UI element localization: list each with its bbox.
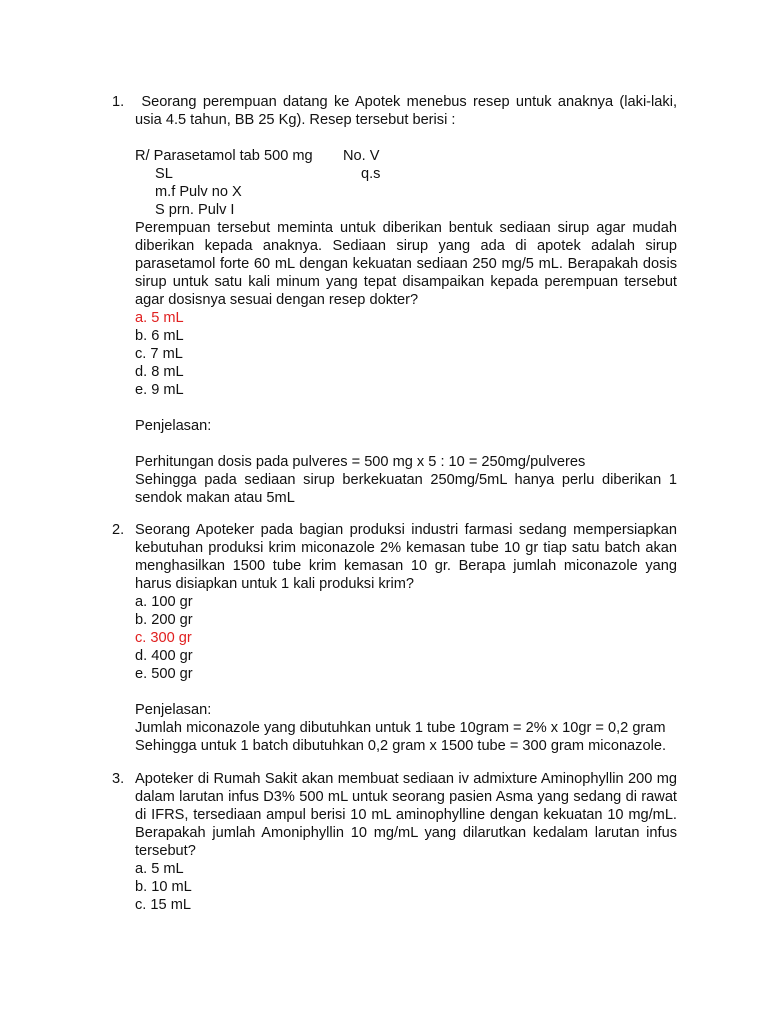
question-body bbox=[135, 93, 682, 507]
answer-option: d. 400 gr bbox=[135, 648, 193, 664]
answer-option: b. 6 mL bbox=[135, 328, 184, 344]
question-text: Seorang Apoteker pada bagian produksi industri farmasi sedang mempersiapkan kebutuhan produksi krim miconazole 2% kemasan tube 10 gr tiap satu batch akan menghasilkan 1500 tube krim kemasan 10 gr. Berapa jumlah miconazole yang harus disiapkan untuk 1 kali produksi krim? bbox=[135, 522, 677, 592]
answer-option: c. 15 mL bbox=[135, 897, 191, 913]
answer-option: e. 9 mL bbox=[135, 382, 184, 398]
answer-option: a. 100 gr bbox=[135, 594, 193, 610]
answer-option-correct: c. 300 gr bbox=[135, 630, 192, 646]
explanation-text: Jumlah miconazole yang dibutuhkan untuk 1 tube 10gram = 2% x 10gr = 0,2 gram bbox=[135, 720, 666, 736]
explanation-text: Sehingga pada sediaan sirup berkekuatan 250mg/5mL hanya perlu diberikan 1 sendok makan atau 5mL bbox=[135, 472, 677, 506]
explanation-label: Penjelasan: bbox=[135, 702, 212, 718]
answer-option: b. 200 gr bbox=[135, 612, 193, 628]
question-body bbox=[135, 521, 677, 755]
question-number: 1. bbox=[112, 94, 125, 110]
answer-option: c. 7 mL bbox=[135, 346, 183, 362]
question-text: Perempuan tersebut meminta untuk diberikan bentuk sediaan sirup agar mudah diberikan kepada anaknya. Sediaan sirup yang ada di apotek adalah sirup parasetamol forte 60 mL dengan kekuatan sediaan 250 mg/5 mL. Berapakah dosis sirup untuk satu kali minum yang tepat disampaikan kepada perempuan tersebut agar dosisnya sesuai dengan resep dokter? bbox=[135, 220, 677, 308]
answer-option: a. 5 mL bbox=[135, 861, 184, 877]
explanation-text: Perhitungan dosis pada pulveres = 500 mg x 5 : 10 = 250mg/pulveres bbox=[135, 454, 586, 470]
explanation-label: Penjelasan: bbox=[135, 418, 212, 434]
prescription bbox=[135, 147, 677, 219]
answer-option-correct: a. 5 mL bbox=[135, 310, 184, 326]
question-body bbox=[135, 770, 677, 914]
answer-option: e. 500 gr bbox=[135, 666, 193, 682]
explanation-text: Sehingga untuk 1 batch dibutuhkan 0,2 gram x 1500 tube = 300 gram miconazole. bbox=[135, 738, 667, 754]
question-text: Apoteker di Rumah Sakit akan membuat sediaan iv admixture Aminophyllin 200 mg dalam larutan infus D3% 500 mL untuk seorang pasien Asma yang sedang di rawat di IFRS, tersediaan ampul berisi 10 mL aminophylline dengan kekuatan 10 mg/mL. Berapakah jumlah Amoniphyllin 10 mg/mL yang dilarutkan kedalam larutan infus tersebut? bbox=[135, 771, 677, 859]
prescription-quantity: No. V bbox=[343, 148, 380, 164]
question-intro: Seorang perempuan datang ke Apotek menebus resep untuk anaknya (laki-laki, usia 4.5 tahun, BB 25 Kg). Resep tersebut berisi : bbox=[135, 94, 682, 128]
answer-option: b. 10 mL bbox=[135, 879, 192, 895]
answer-option: d. 8 mL bbox=[135, 364, 184, 380]
prescription-line: R/ Parasetamol tab 500 mg bbox=[135, 148, 313, 164]
question-number: 2. bbox=[112, 522, 125, 538]
prescription-line: S prn. Pulv I bbox=[155, 202, 235, 218]
prescription-quantity: q.s bbox=[361, 166, 381, 182]
prescription-line: SL bbox=[155, 166, 173, 182]
question-number: 3. bbox=[112, 771, 125, 787]
prescription-line: m.f Pulv no X bbox=[155, 184, 242, 200]
